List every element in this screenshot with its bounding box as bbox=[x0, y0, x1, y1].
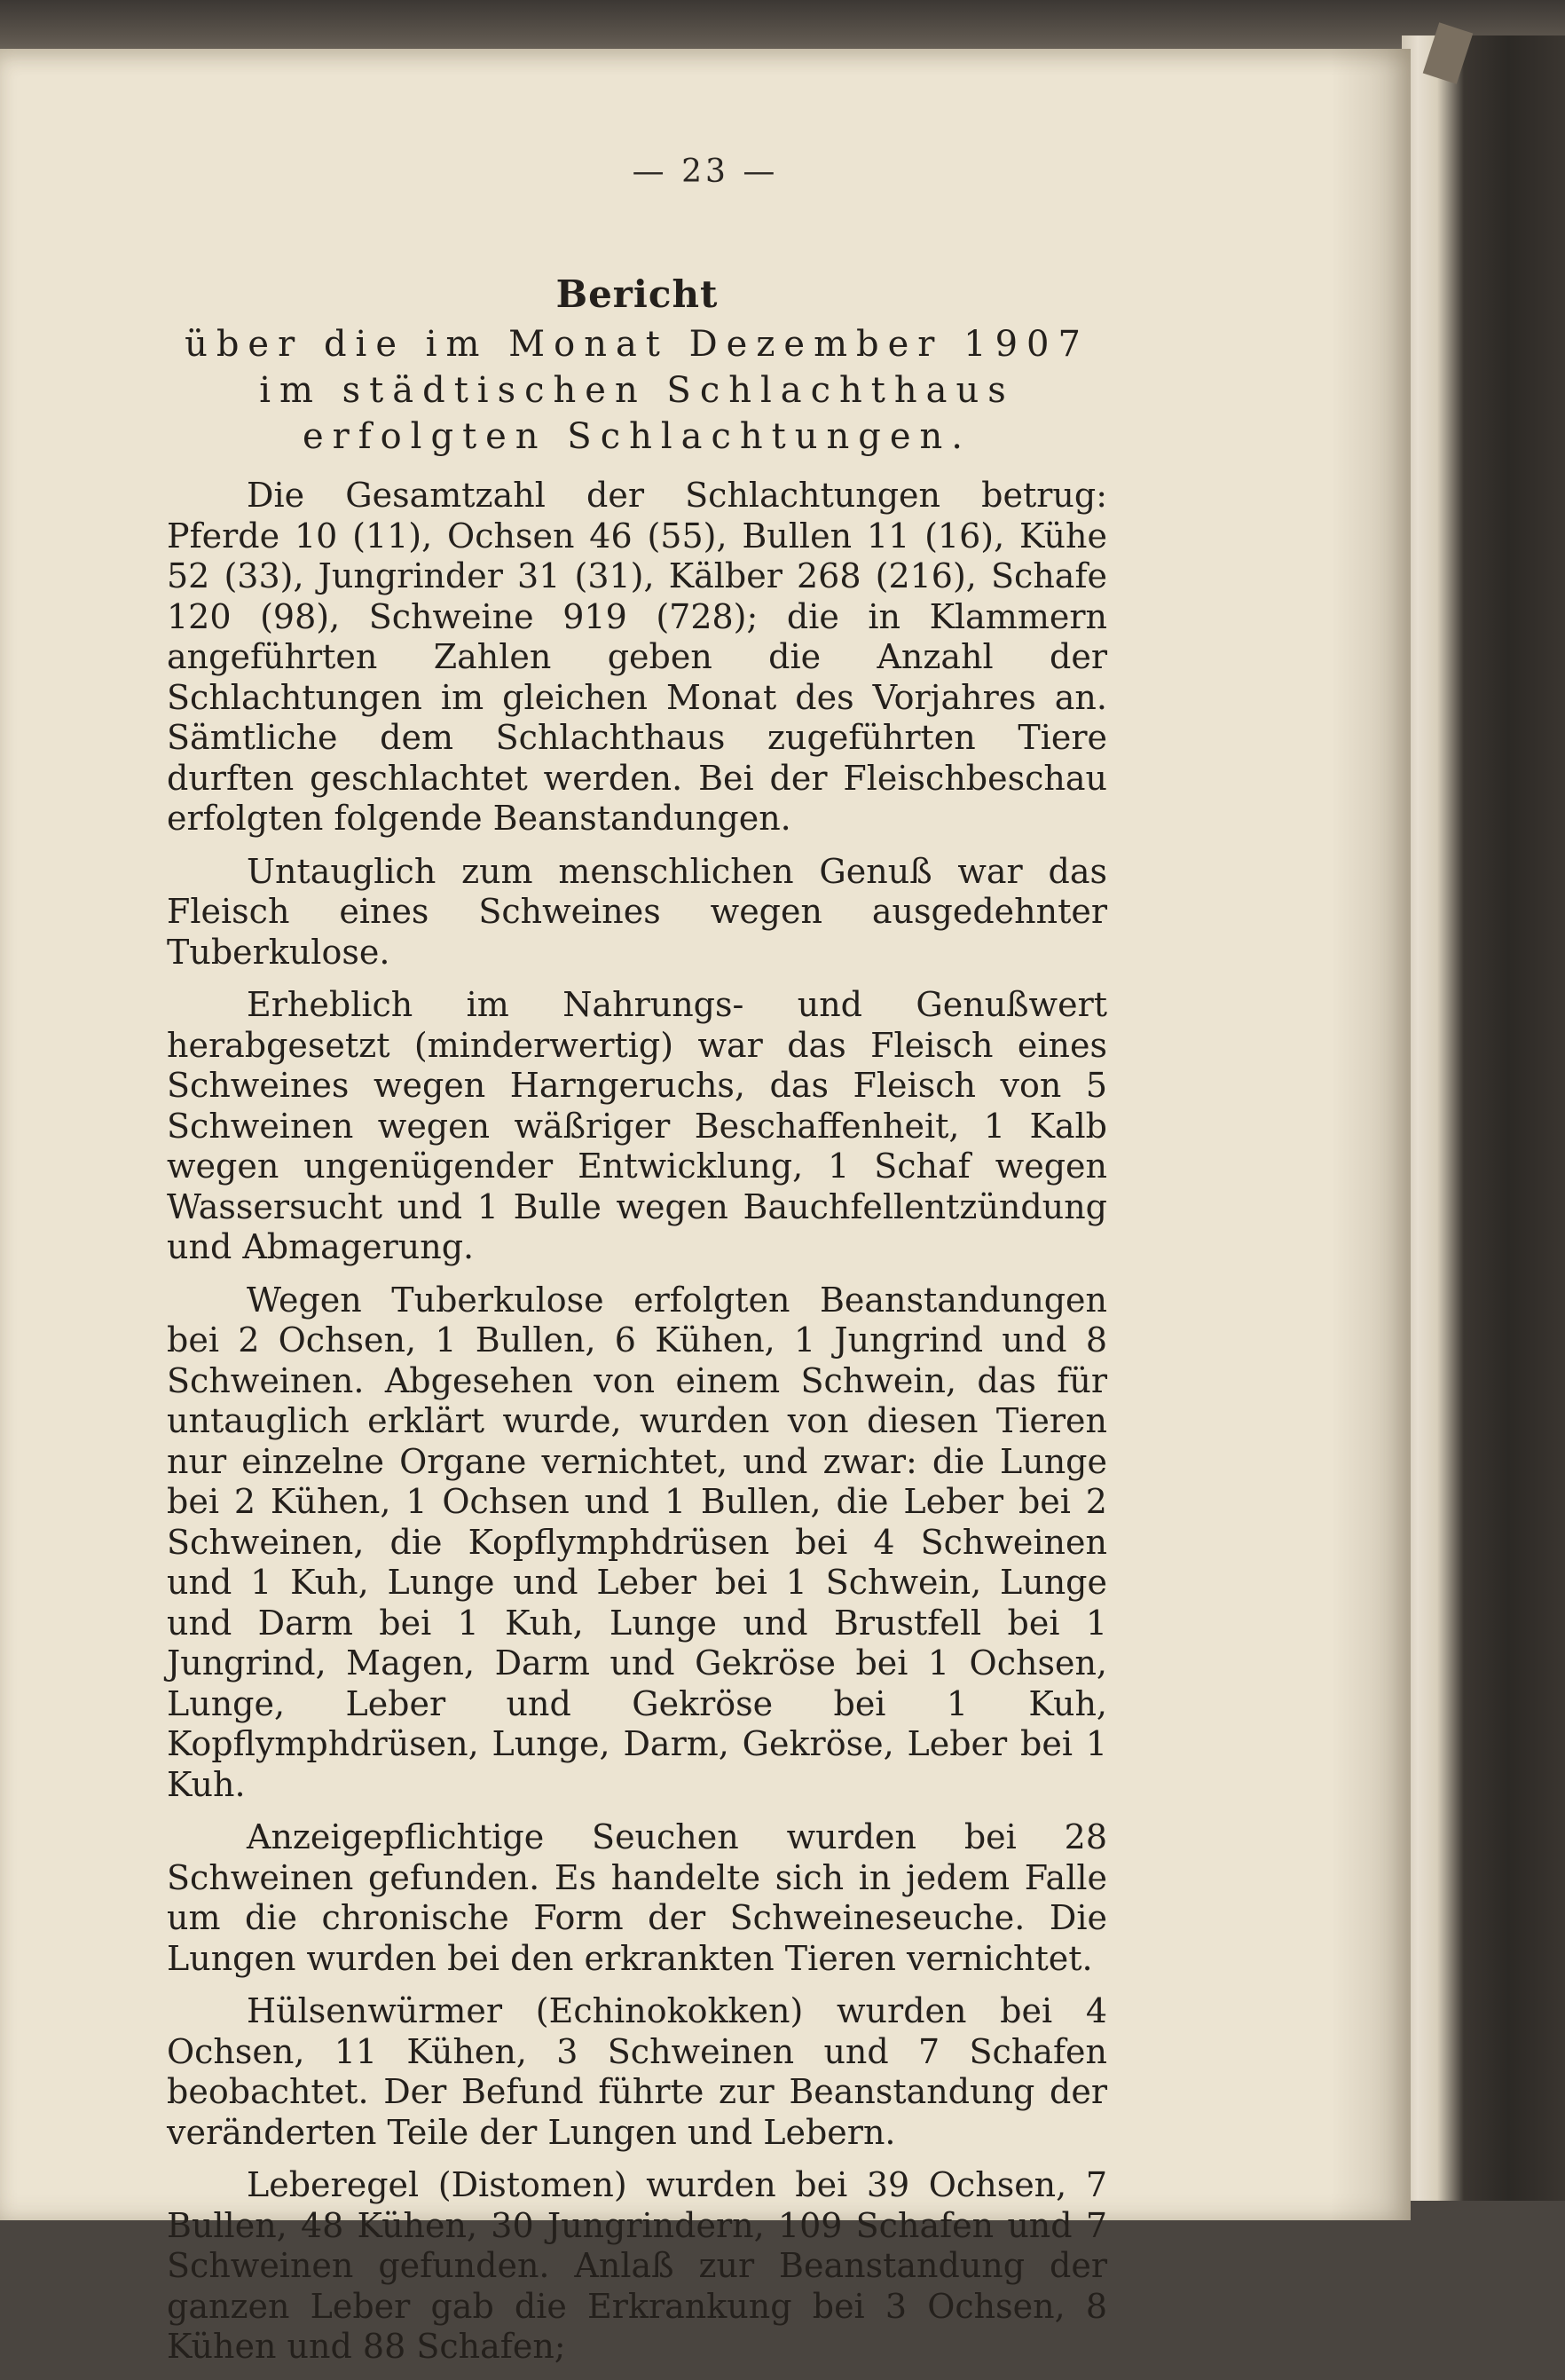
page-text-block bbox=[167, 272, 1107, 2380]
paragraph-reduced-value: Erheblich im Nahrungs- und Genußwert herabgesetzt (minderwertig) war das Fleisch eines Schweines wegen Harngeruchs, das Fleisch von 5 Schweinen wegen wäßriger Beschaffenheit, 1 Kalb wegen ungenügender Entwicklung, 1 Schaf wegen Wassersucht und 1 Bulle wegen Bauchfellentzündung und Abmagerung. bbox=[167, 985, 1107, 1266]
paragraph-echinococci: Hülsenwürmer (Echinokokken) wurden bei 4 Ochsen, 11 Kühen, 3 Schweinen und 7 Schafen beobachtet. Der Befund führte zur Beanstandung der veränderten Teile der Lungen und Lebern. bbox=[167, 1991, 1107, 2152]
paragraph-notifiable-diseases: Anzeigepflichtige Seuchen wurden bei 28 Schweinen gefunden. Es handelte sich in jedem Falle um die chronische Form der Schweineseuche. Die Lungen wurden bei den erkrankten Tieren vernichtet. bbox=[167, 1817, 1107, 1978]
book-page-edges bbox=[1402, 35, 1565, 2201]
page-gutter-shadow bbox=[1331, 49, 1411, 2220]
paragraph-tuberculosis: Wegen Tuberkulose erfolgten Beanstandungen bei 2 Ochsen, 1 Bullen, 6 Kühen, 1 Jungrind und 8 Schweinen. Abgesehen von einem Schwein, das für untauglich erklärt wurde, wurden von diesen Tieren nur einzelne Organe vernichtet, und zwar: die Lunge bei 2 Kühen, 1 Ochsen und 1 Bullen, die Leber bei 2 Schweinen, die Kopflymphdrüsen bei 4 Schweinen und 1 Kuh, Lunge und Leber bei 1 Schwein, Lunge und Darm bei 1 Kuh, Lunge und Brustfell bei 1 Jungrind, Magen, Darm und Gekröse bei 1 Ochsen, Lunge, Leber und Gekröse bei 1 Kuh, Kopflymphdrüsen, Lunge, Darm, Gekröse, Leber bei 1 Kuh. bbox=[167, 1280, 1107, 1804]
paragraph-liver-flukes: Leberegel (Distomen) wurden bei 39 Ochsen, 7 Bullen, 48 Kühen, 30 Jungrindern, 109 Schafen und 7 Schweinen gefunden. Anlaß zur Beanstandung der ganzen Leber gab die Erkrankung bei 3 Ochsen, 8 Kühen und 88 Schafen; bbox=[167, 2165, 1107, 2366]
report-subheading: über die im Monat Dezember 1907 im städtischen Schlachthaus erfolgten Schlachtungen. bbox=[185, 324, 1089, 457]
report-heading: Bericht bbox=[555, 272, 719, 316]
page-number: — 23 — bbox=[632, 154, 779, 190]
paragraph-slaughter-totals: Die Gesamtzahl der Schlachtungen betrug: Pferde 10 (11), Ochsen 46 (55), Bullen 11 (16), Kühe 52 (33), Jungrinder 31 (31), Kälber 268 (216), Schafe 120 (98), Schweine 919 (728); die in Klammern angeführten Zahlen geben die Anzahl der Schlachtungen im gleichen Monat des Vorjahres an. Sämtliche dem Schlachthaus zugeführten Tiere durften geschlachtet werden. Bei der Fleischbeschau erfolgten folgende Beanstandungen. bbox=[167, 476, 1107, 838]
book-cover-top-edge bbox=[0, 0, 1565, 53]
paragraph-unfit: Untauglich zum menschlichen Genuß war das Fleisch eines Schweines wegen ausgedehnter Tuberkulose. bbox=[167, 851, 1107, 972]
book-page bbox=[0, 49, 1411, 2366]
